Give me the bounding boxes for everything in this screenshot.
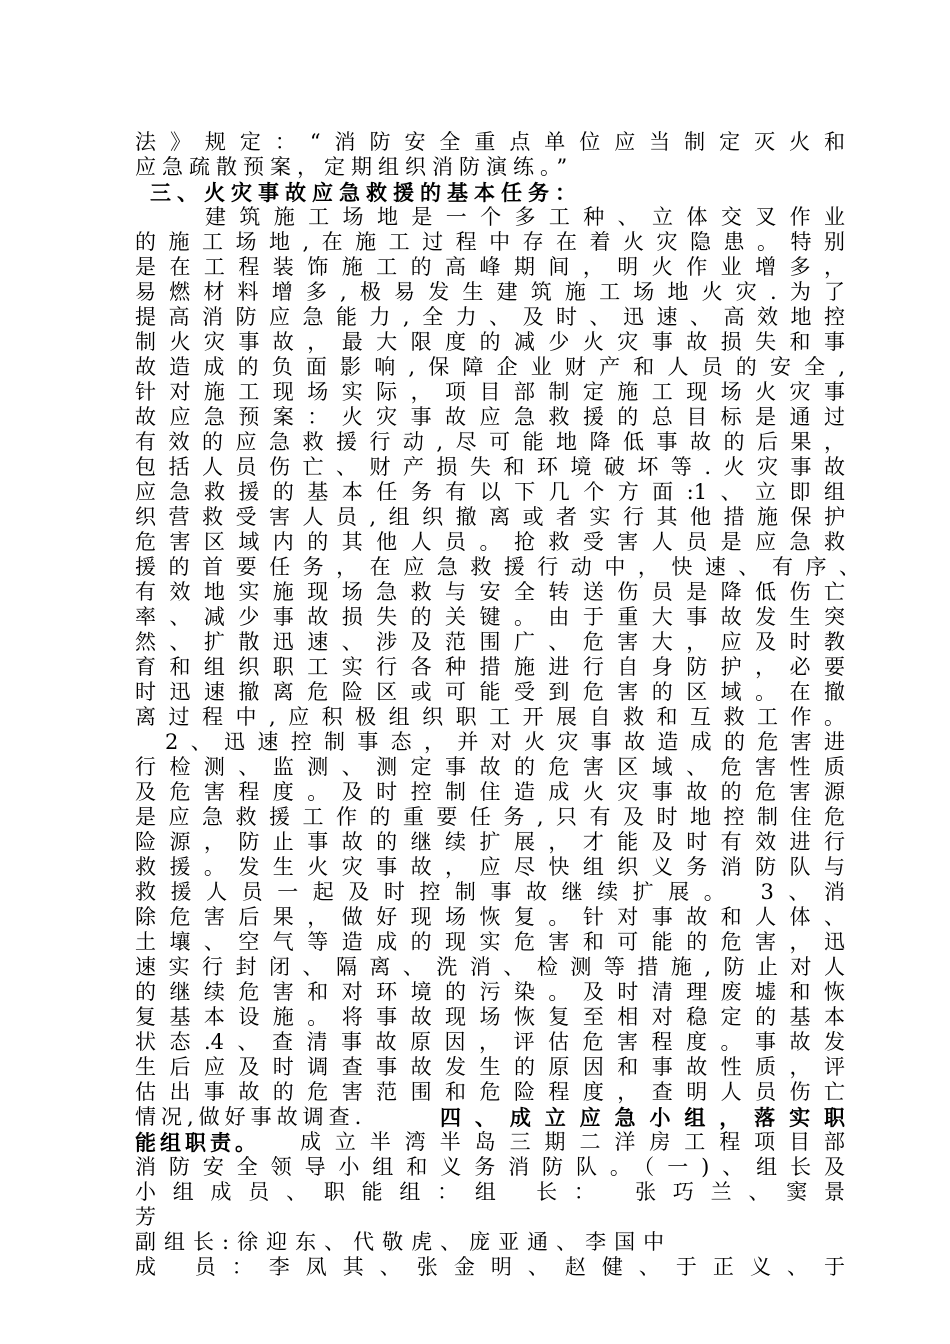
text-line: 时迅速撤离危险区或可能受到危害的区域。在撤 <box>135 680 845 704</box>
text-line: 故应急预案：火灾事故应急救援的总目标是通过 <box>135 405 845 429</box>
text-line: 制火灾事故，最大限度的减少火灾事故损失和事 <box>135 330 845 354</box>
text-line: 土壤、空气等造成的现实危害和可能的危害，迅 <box>135 930 845 954</box>
text-line: 状态.4、查清事故原因，评估危害程度。事故发 <box>135 1030 845 1054</box>
text-line: 除危害后果，做好现场恢复。针对事故和人体、 <box>135 905 845 929</box>
section-heading: 能组职责。 <box>135 1130 260 1155</box>
text-line: 复基本设施。将事故现场恢复至相对稳定的基本 <box>135 1005 845 1029</box>
text-line: 成立半湾半岛三期二洋房工程项目部 <box>300 1130 845 1154</box>
text-line: 消防安全领导小组和义务消防队。（一)、组长及 <box>135 1155 845 1179</box>
text-line: 应急疏散预案，定期组织消防演练。” <box>135 155 574 179</box>
text-line: 育和组织职工实行各种措施进行自身防护，必要 <box>135 655 845 679</box>
section-heading: 三、火灾事故应急救援的基本任务： <box>150 180 582 205</box>
text-line: 生后应及时调查事故发生的原因和事故性质，评 <box>135 1055 845 1079</box>
text-line: 行检测、监测、测定事故的危害区域、危害性质 <box>135 755 845 779</box>
text-line: 情况,做好事故调查. <box>135 1105 367 1129</box>
text-line: 救援。发生火灾事故，应尽快组织义务消防队与 <box>135 855 845 879</box>
text-line: 小组成员、职能组：组 长： 张巧兰、窦景 <box>135 1180 845 1204</box>
text-line: 险源，防止事故的继续扩展，才能及时有效进行 <box>135 830 845 854</box>
text-line: 2、迅速控制事态，并对火灾事故造成的危害进 <box>165 730 845 754</box>
text-line: 有效地实施现场急救与安全转送伤员是降低伤亡 <box>135 580 845 604</box>
text-line: 有效的应急救援行动,尽可能地降低事故的后果， <box>135 430 845 454</box>
text-line: 副组长:徐迎东、代敬虎、庞亚通、李国中 <box>135 1230 673 1254</box>
text-line: 应急救援的基本任务有以下几个方面:1、立即组 <box>135 480 845 504</box>
text-line: 援的首要任务，在应急救援行动中，快速、有序、 <box>135 555 860 579</box>
text-line: 故造成的负面影响,保障企业财产和人员的安全, <box>135 355 845 379</box>
text-line: 成 员：李凤其、张金明、赵健、于正义、于 <box>135 1255 845 1279</box>
text-line: 的施工场地,在施工过程中存在着火灾隐患。特别 <box>135 230 845 254</box>
text-line: 及危害程度。及时控制住造成火灾事故的危害源 <box>135 780 845 804</box>
text-line: 法》规定：“消防安全重点单位应当制定灭火和 <box>135 130 845 154</box>
text-line: 织营救受害人员,组织撤离或者实行其他措施保护 <box>135 505 845 529</box>
text-line: 离过程中,应积极组织职工开展自救和互救工作。 <box>135 705 845 729</box>
text-line: 易燃材料增多,极易发生建筑施工场地火灾.为了 <box>135 280 845 304</box>
text-line: 救援人员一起及时控制事故继续扩展。 3、消 <box>135 880 845 904</box>
text-line: 建筑施工场地是一个多工种、立体交叉作业 <box>205 205 845 229</box>
text-line: 危害区域内的其他人员。抢救受害人员是应急救 <box>135 530 845 554</box>
text-line: 的继续危害和对环境的污染。及时清理废墟和恢 <box>135 980 845 1004</box>
text-line: 芳 <box>135 1205 162 1229</box>
text-line: 针对施工现场实际，项目部制定施工现场火灾事 <box>135 380 845 404</box>
text-line: 是在工程装饰施工的高峰期间，明火作业增多， <box>135 255 845 279</box>
text-line: 提高消防应急能力,全力、及时、迅速、高效地控 <box>135 305 845 329</box>
text-line: 估出事故的危害范围和危险程度，查明人员伤亡 <box>135 1080 845 1104</box>
text-line: 率、减少事故损失的关键。由于重大事故发生突 <box>135 605 845 629</box>
text-line: 是应急救援工作的重要任务,只有及时地控制住危 <box>135 805 845 829</box>
text-line: 速实行封闭、隔离、洗消、检测等措施,防止对人 <box>135 955 845 979</box>
section-heading: 四、成立应急小组，落实职 <box>440 1105 845 1130</box>
text-line: 包括人员伤亡、财产损失和环境破坏等.火灾事故 <box>135 455 845 479</box>
text-line: 然、扩散迅速、涉及范围广、危害大，应及时教 <box>135 630 845 654</box>
